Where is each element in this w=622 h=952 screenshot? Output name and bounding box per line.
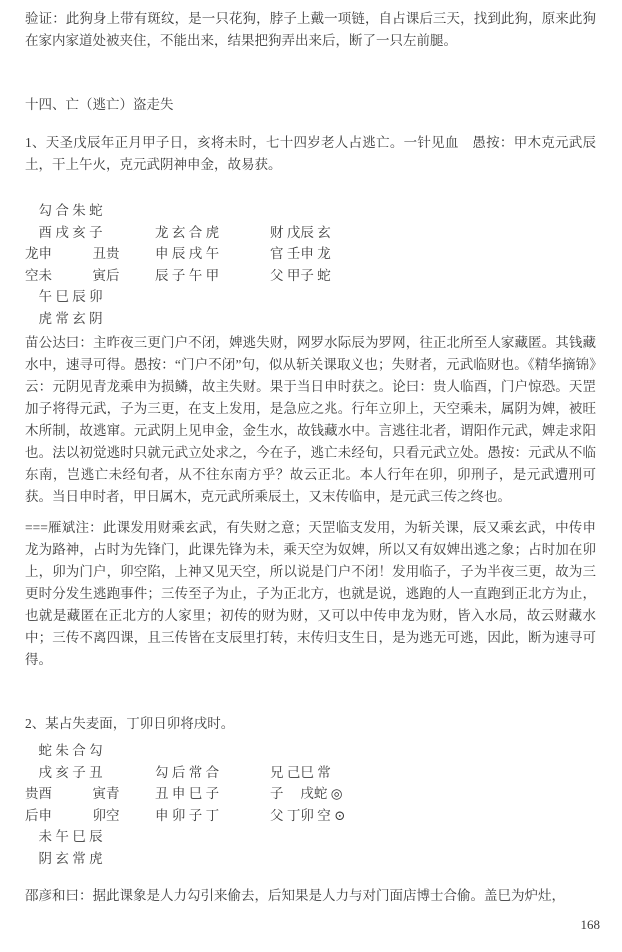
chart-row	[25, 762, 596, 784]
chart-cell: 午 巳 辰 卯	[25, 289, 103, 304]
chart-cell	[270, 286, 596, 308]
chart-row	[25, 200, 596, 222]
chart-cell	[155, 308, 270, 330]
chart-cell	[270, 740, 596, 762]
chart-cell	[270, 200, 596, 222]
chart-cell	[155, 848, 270, 870]
chart-cell: 戌 亥 子 丑	[25, 764, 103, 780]
chart-cell: 贵酉 寅青	[25, 786, 120, 801]
chart-cell	[155, 740, 270, 762]
chart-cell: 官 壬申 龙	[270, 246, 331, 261]
chart-row	[25, 740, 596, 762]
chart-cell	[270, 308, 596, 330]
chart-cell: 子 戌蛇 ◎	[270, 786, 343, 801]
yanbin-note-paragraph: ===雁斌注：此课发用财乘玄武，有失财之意；天罡临支发用，为斩关课，辰又乘玄武，中传申龙为路神，占时为先锋门，此课先锋为未，乘天空为奴婢，所以又有奴婢出逃之象；占时加在卯上，卯为门户，卯空陷，上神又见天空，所以说是门户不闭！发用临子，子为半夜三更，故为三更时分发生逃跑事件；三传至子为止，子为正北方，也就是说，逃跑的人一直跑到正北方为止，也就是藏匿在正北方的人家里；初传的财为财，又可以中传申龙为财，皆入水局，故云财藏水中；三传不离四课，且三传皆在支辰里打转，末传归支生日，是为逃无可逃，因此，断为速寻可得。	[25, 520, 596, 667]
chart-row	[25, 848, 596, 870]
chart-cell: 父 丁卯 空 ⊙	[270, 807, 346, 823]
chart-row	[25, 805, 596, 827]
chart-cell: 蛇 朱 合 勾	[25, 743, 103, 758]
chart-cell: 财 戊辰 玄	[270, 224, 331, 240]
chart-cell: 申 卯 子 丁	[155, 807, 220, 823]
case1-liuren-chart	[25, 200, 596, 329]
chart-row	[25, 222, 596, 244]
chart-cell: 龙 玄 合 虎	[155, 224, 220, 240]
chart-row	[25, 826, 596, 848]
case1-intro-paragraph: 1、天圣戊辰年正月甲子日，亥将未时，七十四岁老人占逃亡。一针见血 愚按：甲木克元武辰土，干上午火，克元武阴神申金，故易获。	[25, 135, 596, 172]
chart-cell	[270, 826, 596, 848]
chart-cell	[270, 848, 596, 870]
chart-cell: 后申 卯空	[25, 807, 120, 823]
chart-cell: 勾 合 朱 蛇	[25, 203, 103, 218]
chart-cell: 丑 申 巳 子	[155, 786, 220, 801]
chart-row	[25, 783, 596, 805]
section-heading: 十四、亡（逃亡）盗走失	[25, 97, 174, 112]
chart-cell: 申 辰 戌 午	[155, 246, 220, 261]
chart-cell	[155, 286, 270, 308]
chart-row	[25, 286, 596, 308]
chart-cell: 勾 后 常 合	[155, 764, 220, 780]
chart-cell: 辰 子 午 甲	[155, 267, 220, 283]
verification-paragraph: 验证：此狗身上带有斑纹，是一只花狗，脖子上戴一项链，自占课后三天，找到此狗，原来此狗在家内家道处被夹住，不能出来，结果把狗弄出来后，断了一只左前腿。	[25, 11, 596, 48]
chart-cell	[155, 200, 270, 222]
chart-cell: 龙申 丑贵	[25, 246, 120, 261]
chart-cell: 父 甲子 蛇	[270, 267, 331, 283]
chart-cell: 兄 己巳 常	[270, 764, 331, 780]
chart-cell: 虎 常 玄 阴	[25, 310, 103, 326]
chart-cell: 空未 寅后	[25, 267, 120, 283]
chart-row	[25, 243, 596, 265]
chart-row	[25, 308, 596, 330]
chart-cell	[155, 826, 270, 848]
chart-row	[25, 265, 596, 287]
page-number: 168	[580, 917, 600, 932]
shao-commentary-paragraph: 邵彦和曰：据此课象是人力勾引来偷去，后知果是人力与对门面店博士合偷。盖巳为炉灶，	[25, 888, 565, 903]
chart-cell: 未 午 巳 辰	[25, 829, 103, 844]
chart-cell: 阴 玄 常 虎	[25, 850, 103, 866]
miao-commentary-paragraph: 苗公达曰：主昨夜三更门户不闭，婢逃失财，网罗水际辰为罗网，往正北所至人家藏匿。其钱藏水中，速寻可得。愚按：“门户不闭”句，似从斩关课取义也；失财者，元武临财也。《精华摘锦》云：元阴见青龙乘申为损鳞，故主失财。果于当日申时获之。论曰：贵人临酉，门户惊恐。天罡加子将得元武，子为三更，在支上发用，是急应之兆。行年立卯上，天空乘未，属阴为婢，被旺木所制，故逃窜。元武阴上见申金，金生水，故钱藏水中。言逃往北者，谓阳作元武，婢走求阳也。法以初觉逃时只就元武立处求之，今在子，逃亡未经旬，只看元武立处。愚按：元武从不临东南，岂逃亡未经旬者，从不往东南方乎？故云正北。本人行年在卯，卯刑子，是元武遭刑可获。当日申时者，甲日属木，克元武所乘辰土，又末传临申，是元武三传之终也。	[25, 335, 596, 504]
case2-intro-paragraph: 2、某占失麦面，丁卯日卯将戌时。	[25, 716, 235, 731]
case2-liuren-chart	[25, 740, 596, 869]
chart-cell: 酉 戌 亥 子	[25, 224, 103, 240]
